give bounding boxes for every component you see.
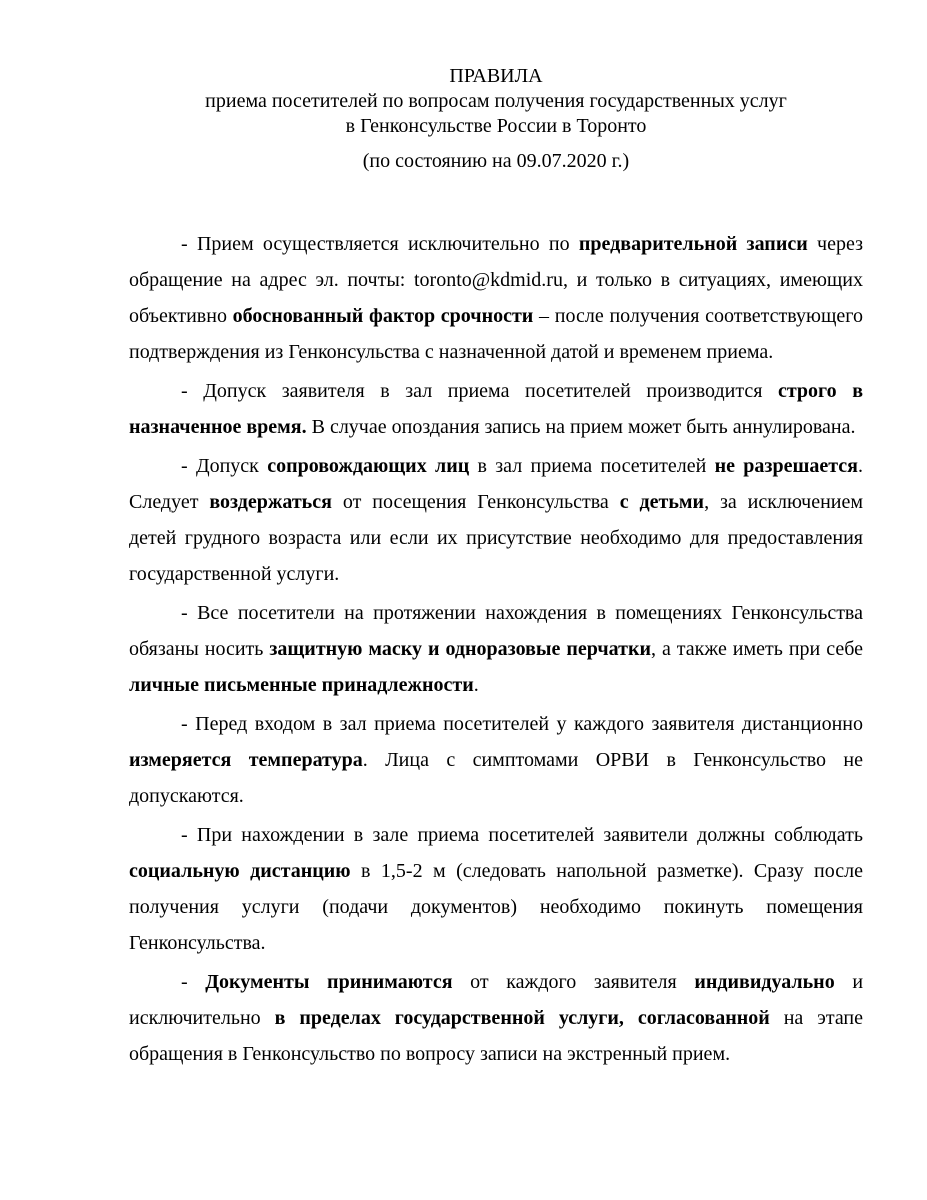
rule-paragraph (129, 226, 863, 370)
rule-paragraph (129, 448, 863, 592)
rule-text: . Лица с симптомами ОРВИ в Генконсульство не допускаются. (129, 749, 863, 807)
document-header (129, 64, 863, 174)
document-subtitle-line-1: приема посетителей по вопросам получения государственных услуг (205, 90, 787, 112)
rule-emphasis-text: защитную маску и одноразовые перчатки (269, 638, 651, 660)
rule-text: - (181, 971, 206, 993)
rule-emphasis-text: не разрешается (714, 455, 858, 477)
rule-text: . Следует (129, 455, 863, 513)
rule-text: - Допуск заявителя в зал приема посетителей производится (181, 380, 778, 402)
rule-text: - Допуск (181, 455, 268, 477)
rule-emphasis-text: сопровождающих лиц (267, 455, 470, 477)
rule-text: . (473, 674, 479, 696)
rule-emphasis-text: социальную дистанцию (129, 860, 351, 882)
rule-text: в зал приема посетителей (469, 455, 715, 477)
rule-emphasis-text: предварительной записи (578, 233, 808, 255)
rule-text: - Перед входом в зал приема посетителей у каждого заявителя дистанционно (181, 713, 863, 735)
rule-emphasis-text: измеряется температура (129, 749, 363, 771)
rule-text: и исключительно (129, 971, 864, 1029)
rule-text: - Все посетители на протяжении нахождения в помещениях Генконсульства обязаны носить (129, 602, 863, 660)
rule-text: В случае опоздания запись на прием может быть аннулирована. (306, 416, 856, 438)
rule-emphasis-text: индивидуально (694, 971, 835, 993)
rule-emphasis-text: обоснованный фактор срочности (232, 305, 534, 327)
rule-text: , за исключением детей грудного возраста или если их присутствие необходимо для предоставления государственной услуги. (129, 491, 864, 585)
rules-list (129, 226, 863, 1072)
rule-text: – после получения соответствующего подтверждения из Генконсульства с назначенной датой и временем приема. (129, 305, 863, 363)
document-subtitle-line-2: в Генконсульстве России в Торонто (345, 115, 647, 137)
rule-emphasis-text: строго в назначенное время. (129, 380, 864, 438)
document-page (129, 64, 863, 1075)
document-date: (по состоянию на 09.07.2020 г.) (362, 150, 630, 172)
rule-paragraph (129, 706, 863, 814)
rule-text: через обращение на адрес эл. почты: toronto@kdmid.ru, и только в ситуациях, имеющих объективно (129, 233, 864, 327)
rule-text: от каждого заявителя (452, 971, 695, 993)
rule-text: - Прием осуществляется исключительно по (181, 233, 579, 255)
rule-paragraph (129, 817, 863, 961)
rule-paragraph (129, 964, 863, 1072)
rule-text: в 1,5-2 м (следовать напольной разметке). Сразу после получения услуги (подачи документов) необходимо покинуть помещения Генконсульства. (129, 860, 863, 954)
rule-emphasis-text: в пределах государственной услуги, согласованной (274, 1007, 770, 1029)
rule-text: - При нахождении в зале приема посетителей заявители должны соблюдать (181, 824, 863, 846)
rule-emphasis-text: воздержаться (209, 491, 332, 513)
rule-text: от посещения Генконсульства (331, 491, 620, 513)
rule-paragraph (129, 373, 863, 445)
document-title: ПРАВИЛА (449, 65, 543, 87)
rule-emphasis-text: личные письменные принадлежности (129, 674, 474, 696)
rule-text: на этапе обращения в Генконсульство по вопросу записи на экстренный прием. (129, 1007, 864, 1065)
rule-emphasis-text: Документы принимаются (205, 971, 453, 993)
rule-emphasis-text: с детьми (619, 491, 705, 513)
rule-text: , а также иметь при себе (651, 638, 864, 660)
rule-paragraph (129, 595, 863, 703)
